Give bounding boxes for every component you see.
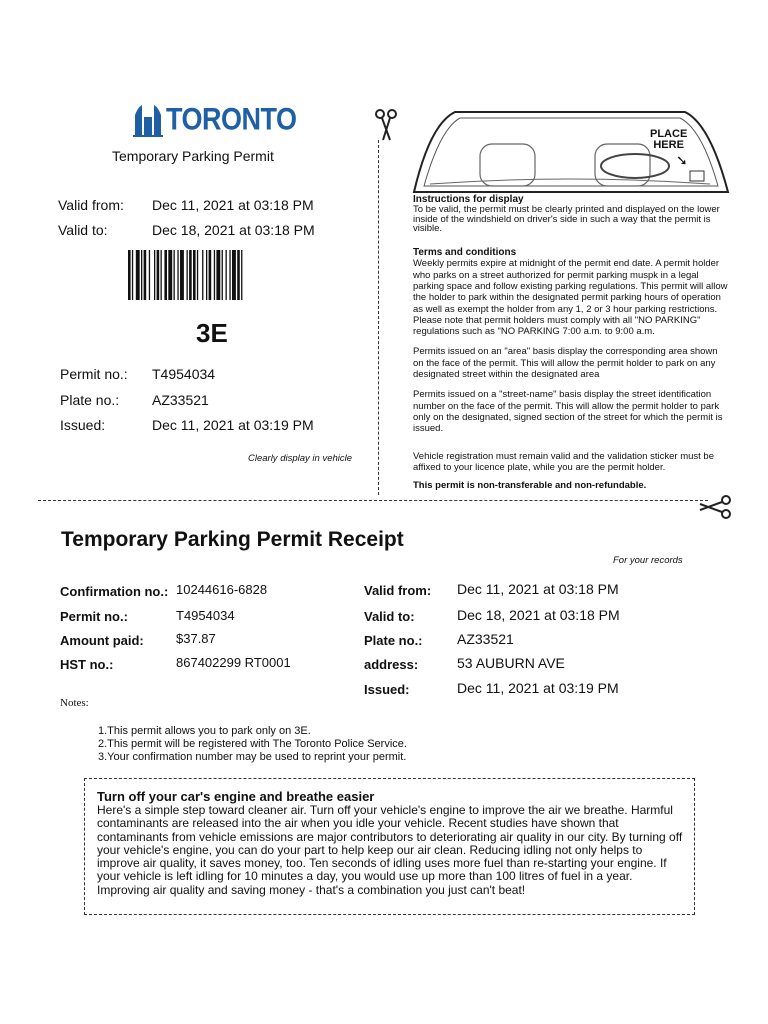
barcode-bar (187, 250, 188, 300)
barcode-bar (168, 250, 172, 300)
area-text: Permits issued on an "area" basis display the corresponding area shown on the face of the permit. This will allow the permit holder to park on any designated street within the designated area (413, 346, 718, 381)
permit-title: Temporary Parking Permit (112, 148, 274, 164)
valid-to-value: Dec 18, 2021 at 03:18 PM (152, 222, 315, 238)
city-hall-icon (133, 103, 163, 137)
note-item: 3.Your confirmation number may be used to reprint your permit. (98, 750, 407, 763)
barcode-bar (202, 250, 203, 300)
barcode-bar (157, 250, 160, 300)
receipt-issued-label: Issued: (364, 682, 410, 697)
valid-from-label: Valid from: (58, 197, 124, 213)
valid-to-label: Valid to: (58, 222, 108, 238)
barcode-bar (189, 250, 192, 300)
logo-wordmark: TORONTO (166, 101, 297, 137)
amount-value: $37.87 (176, 631, 216, 646)
plate-no-label: Plate no.: (60, 392, 120, 408)
address-label: address: (364, 657, 419, 672)
terms-text: Weekly permits expire at midnight of the permit end date. A permit holder who parks on a street authorized for permit parking muspk in a legal parking space and follow existing parking regulations. This permit will allow the holder to park within the designated permit parking hours of operation as well as exempt the holder from any 1, 2 or 3 hour parking restrictions. Please note that permit holders must comply with all "NO PARKING" regulations such as "NO PARKING 7:00 a.m. to 9:00 a.m. (413, 258, 728, 338)
barcode-bar (209, 250, 212, 300)
barcode-bar (132, 250, 133, 300)
vertical-cut-line (378, 140, 379, 495)
barcode-bar (174, 250, 175, 300)
idling-heading: Turn off your car's engine and breathe easier (97, 789, 375, 804)
barcode (128, 250, 298, 300)
barcode-bar (229, 250, 230, 300)
receipt-issued-value: Dec 11, 2021 at 03:19 PM (457, 680, 619, 696)
scissors-icon (698, 494, 734, 520)
scissors-icon (375, 108, 399, 142)
barcode-bar (154, 250, 155, 300)
barcode-bar (164, 250, 167, 300)
barcode-bar (241, 250, 242, 300)
toronto-logo (133, 100, 297, 140)
valid-from-value: Dec 11, 2021 at 03:18 PM (152, 197, 314, 213)
barcode-bar (237, 250, 240, 300)
display-text: To be valid, the permit must be clearly printed and displayed on the lower inside of the windshield on driver's side in such a way that the permit is visible. (413, 204, 720, 235)
barcode-bar (214, 250, 215, 300)
confirmation-label: Confirmation no.: (60, 584, 169, 599)
zone-code: 3E (196, 318, 228, 348)
receipt-valid-from-label: Valid from: (364, 583, 432, 598)
notes-list (98, 725, 407, 763)
notes-label: Notes: (60, 697, 89, 709)
registration-text: Vehicle registration must remain valid and the validation sticker must be affixed to your licence plate, while you are the permit holder. (413, 450, 714, 473)
hst-value: 867402299 RT0001 (176, 655, 291, 670)
receipt-title: Temporary Parking Permit Receipt (61, 528, 404, 551)
note-item: 2.This permit will be registered with The Toronto Police Service. (98, 737, 407, 750)
receipt-valid-from-value: Dec 11, 2021 at 03:18 PM (457, 581, 619, 597)
terms-heading: Terms and conditions (413, 247, 517, 259)
arrow-icon: ➘ (676, 152, 688, 168)
barcode-bar (136, 250, 140, 300)
permit-no-value: T4954034 (152, 366, 216, 382)
barcode-bar (216, 250, 220, 300)
idling-text: Here's a simple step toward cleaner air. Turn off your vehicle's engine to improve the air we breathe. Harmful contaminants are released into the air when you idle your vehicle. Recent studies have shown that contaminants from vehicle emissions are major contributors to deteriorating air quality in our city. By turning off your vehicle's engine, you can do your part to help keep our air clean. Reducing idling not only helps to improve air quality, it saves money, too. Ten seconds of idling uses more fuel than re-starting your engine. If your vehicle is left idling for 10 minutes a day, you would use up more than 100 litres of fuel in a year. Improving air quality and saving money - that's a combination you just can't beat! (97, 803, 683, 897)
receipt-permit-value: T4954034 (176, 608, 235, 623)
issued-label: Issued: (60, 417, 106, 433)
barcode-bar (149, 250, 150, 300)
barcode-bar (193, 250, 196, 300)
amount-label: Amount paid: (60, 633, 144, 648)
display-note: Clearly display in vehicle (248, 453, 353, 464)
barcode-bar (128, 250, 131, 300)
barcode-bar (226, 250, 227, 300)
barcode-bar (222, 250, 223, 300)
receipt-permit-label: Permit no.: (60, 609, 128, 624)
address-value: 53 AUBURN AVE (457, 655, 565, 671)
plate-no-value: AZ33521 (152, 392, 209, 408)
barcode-bar (180, 250, 184, 300)
nontransferable-text: This permit is non-transferable and non-refundable. (413, 480, 647, 492)
issued-value: Dec 11, 2021 at 03:19 PM (152, 417, 314, 433)
barcode-bar (177, 250, 178, 300)
barcode-bar (197, 250, 198, 300)
receipt-plate-label: Plate no.: (364, 633, 423, 648)
barcode-bar (232, 250, 236, 300)
receipt-valid-to-label: Valid to: (364, 609, 415, 624)
place-here-label: PLACE HERE (650, 128, 688, 151)
barcode-bar (206, 250, 207, 300)
horizontal-cut-line (38, 500, 708, 501)
hst-label: HST no.: (60, 657, 114, 672)
records-note: For your records (613, 555, 683, 566)
confirmation-value: 10244616-6828 (176, 582, 268, 597)
receipt-plate-value: AZ33521 (457, 631, 514, 647)
permit-no-label: Permit no.: (60, 366, 128, 382)
barcode-bar (144, 250, 147, 300)
display-heading: Instructions for display (413, 194, 524, 205)
street-text: Permits issued on a "street-name" basis display the street identification number on the face of the permit. This will allow the permit holder to park only on the designated, signed section of the street for which the permit is issued. (413, 389, 723, 435)
barcode-bar (161, 250, 162, 300)
note-item: 1.This permit allows you to park only on 3E. (98, 725, 311, 737)
barcode-bar (141, 250, 142, 300)
instructions-block (413, 194, 729, 491)
receipt-valid-to-value: Dec 18, 2021 at 03:18 PM (457, 607, 620, 623)
